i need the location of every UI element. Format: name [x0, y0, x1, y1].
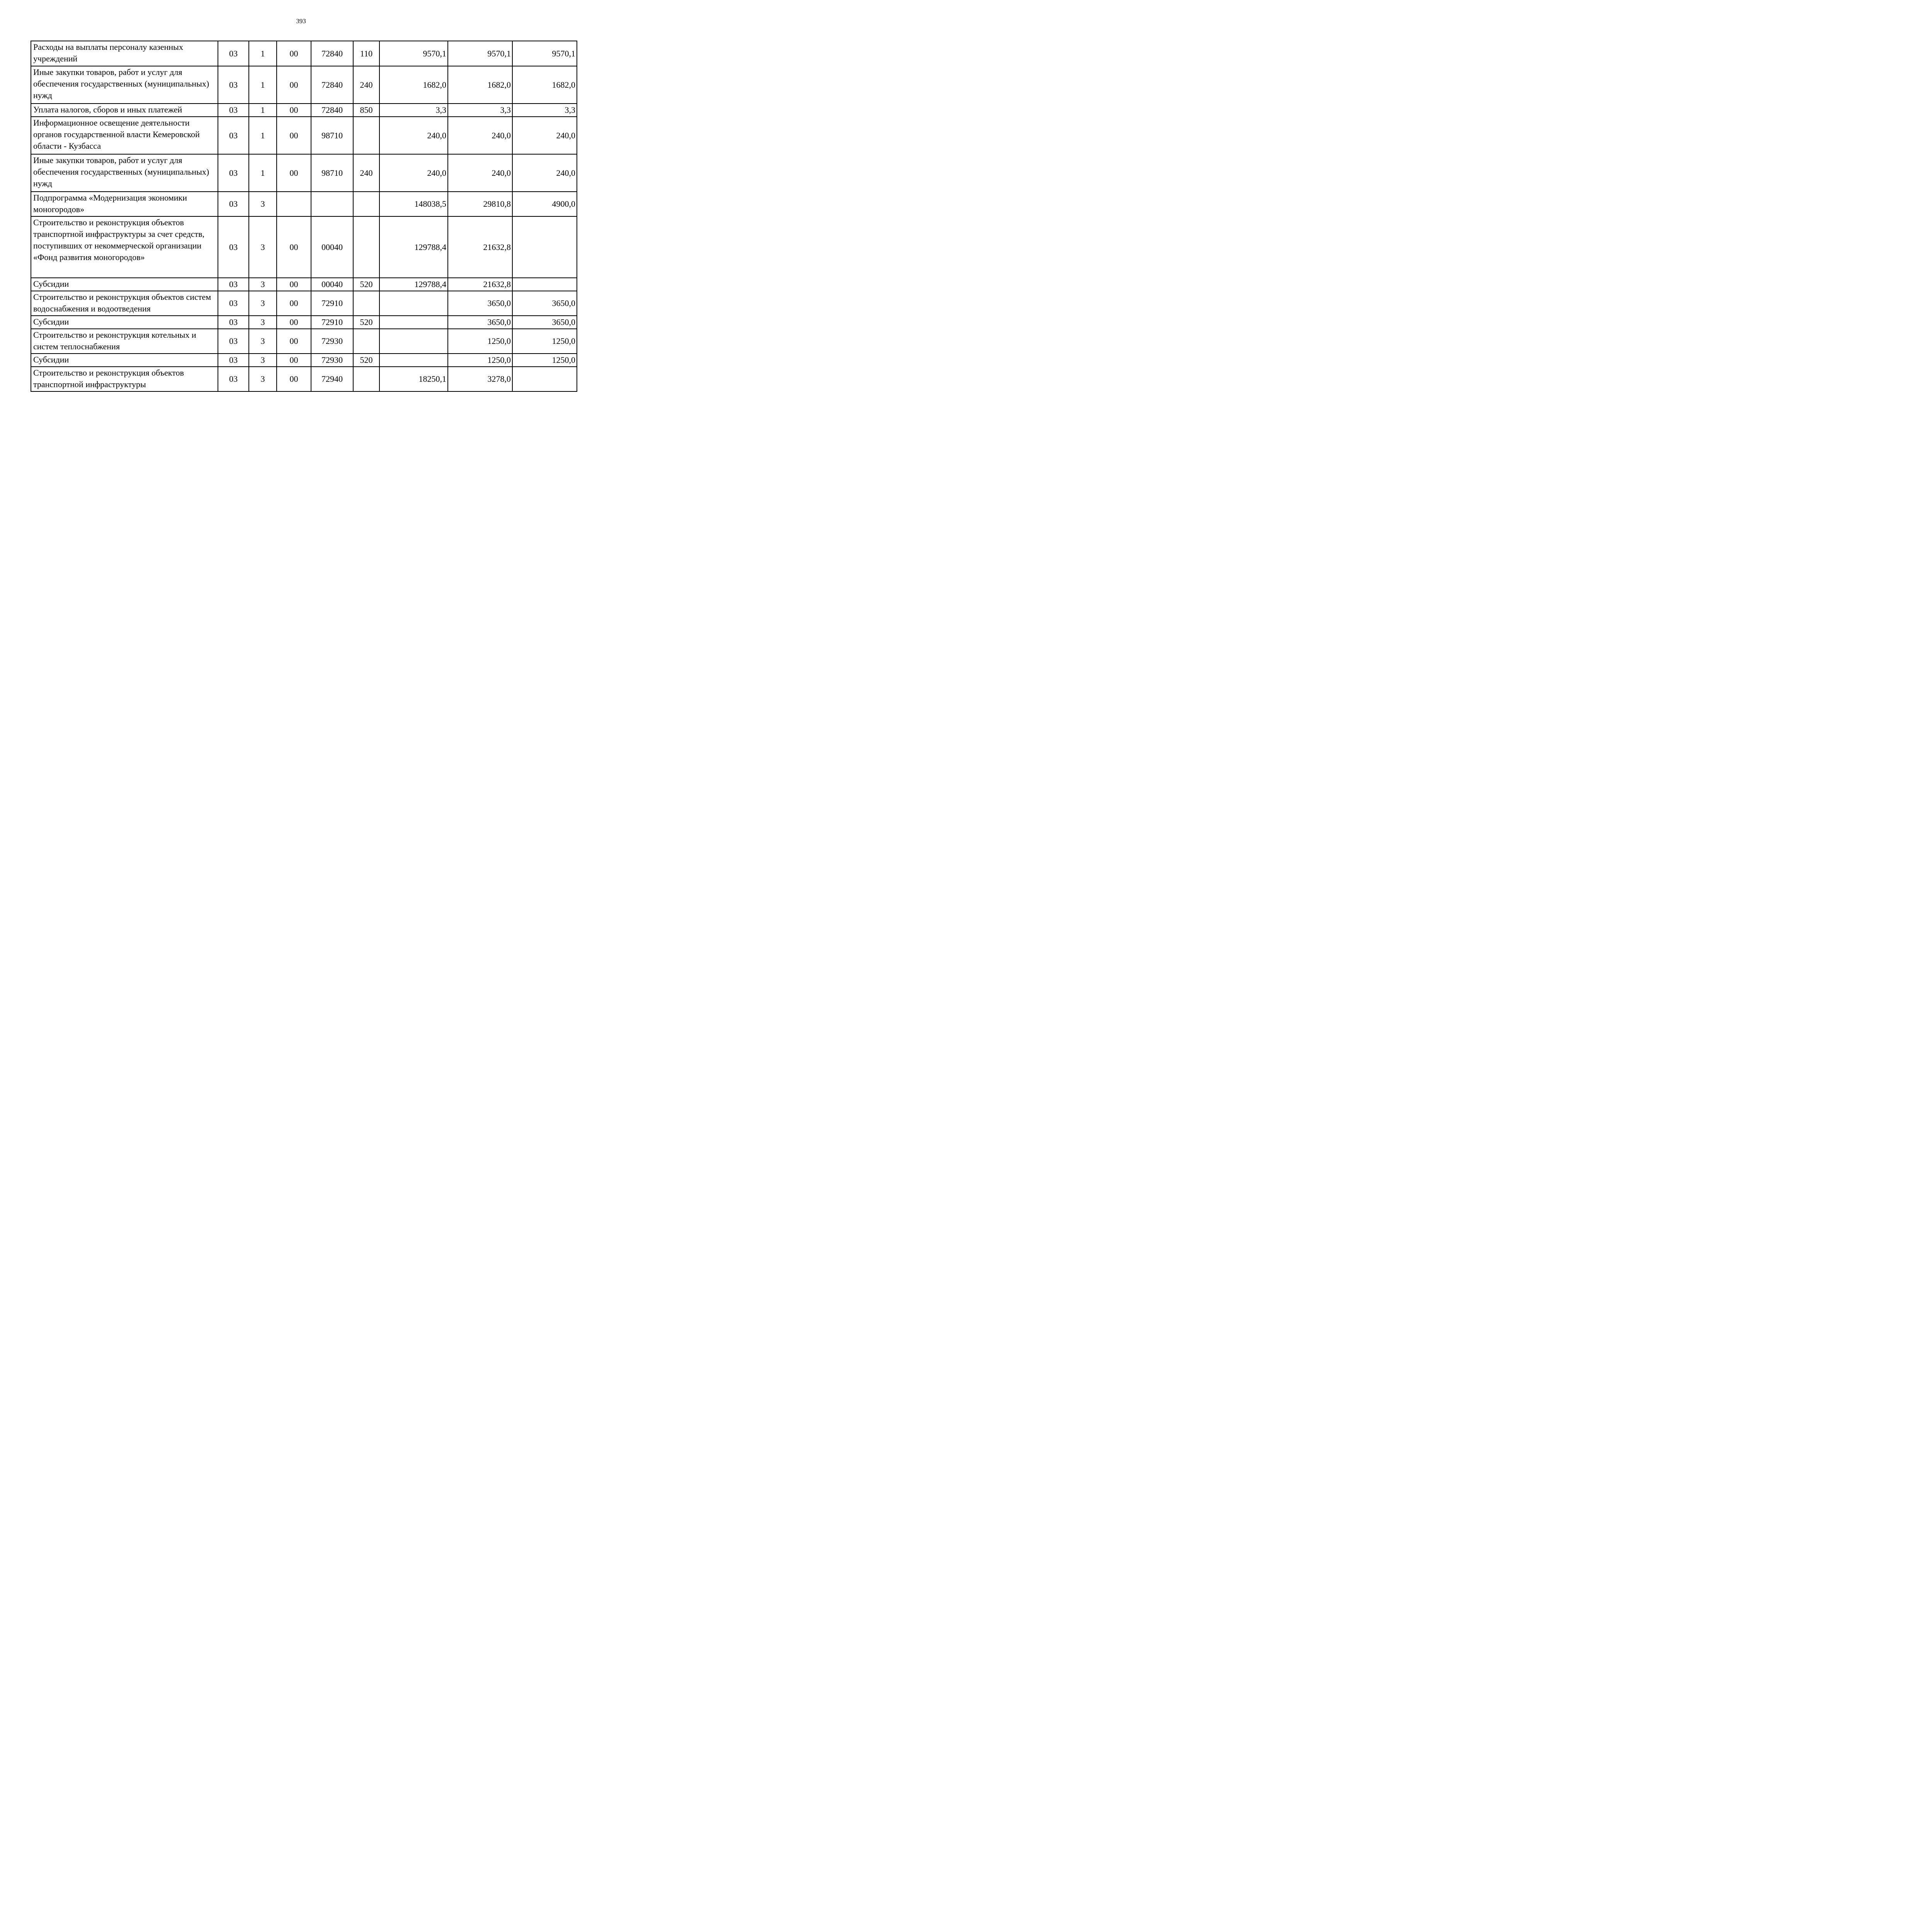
- amount-year-1: [379, 291, 448, 316]
- expense-name: Уплата налогов, сборов и иных платежей: [31, 104, 218, 117]
- subprogram-code: 00: [277, 367, 311, 391]
- amount-year-3: 3650,0: [512, 316, 577, 329]
- expense-type-code: 520: [353, 278, 379, 291]
- table-row: [31, 66, 577, 104]
- amount-year-1: 129788,4: [379, 278, 448, 291]
- amount-year-1: 129788,4: [379, 216, 448, 278]
- amount-year-2: 9570,1: [448, 41, 512, 66]
- subprogram-code: 00: [277, 329, 311, 354]
- table-row: [31, 216, 577, 278]
- table-row: [31, 367, 577, 391]
- section-code: 03: [218, 104, 249, 117]
- direction-code: 98710: [311, 154, 353, 192]
- amount-year-3: 1250,0: [512, 354, 577, 367]
- amount-year-2: 1682,0: [448, 66, 512, 104]
- subprogram-code: 00: [277, 354, 311, 367]
- program-code: 1: [249, 117, 277, 154]
- direction-code: 72840: [311, 104, 353, 117]
- section-code: 03: [218, 66, 249, 104]
- expense-type-code: [353, 216, 379, 278]
- amount-year-1: 1682,0: [379, 66, 448, 104]
- table-row: [31, 354, 577, 367]
- table-row: [31, 329, 577, 354]
- section-code: 03: [218, 117, 249, 154]
- subprogram-code: 00: [277, 66, 311, 104]
- amount-year-2: 3650,0: [448, 291, 512, 316]
- direction-code: 72930: [311, 329, 353, 354]
- amount-year-2: 29810,8: [448, 192, 512, 216]
- amount-year-1: 148038,5: [379, 192, 448, 216]
- amount-year-1: [379, 354, 448, 367]
- expense-type-code: [353, 117, 379, 154]
- subprogram-code: 00: [277, 316, 311, 329]
- program-code: 3: [249, 354, 277, 367]
- expense-type-code: 520: [353, 354, 379, 367]
- table-row: [31, 192, 577, 216]
- program-code: 3: [249, 316, 277, 329]
- section-code: 03: [218, 367, 249, 391]
- direction-code: 72840: [311, 66, 353, 104]
- amount-year-2: 21632,8: [448, 216, 512, 278]
- program-code: 3: [249, 278, 277, 291]
- section-code: 03: [218, 354, 249, 367]
- subprogram-code: 00: [277, 41, 311, 66]
- section-code: 03: [218, 154, 249, 192]
- amount-year-1: 3,3: [379, 104, 448, 117]
- amount-year-2: 3650,0: [448, 316, 512, 329]
- amount-year-3: 240,0: [512, 154, 577, 192]
- expense-name: Строительство и реконструкция объектов транспортной инфраструктуры: [31, 367, 218, 391]
- expense-name: Иные закупки товаров, работ и услуг для обеспечения государственных (муниципальных) нужд: [31, 154, 218, 192]
- amount-year-2: 240,0: [448, 154, 512, 192]
- expense-type-code: 240: [353, 154, 379, 192]
- expense-type-code: 520: [353, 316, 379, 329]
- program-code: 1: [249, 104, 277, 117]
- subprogram-code: 00: [277, 278, 311, 291]
- section-code: 03: [218, 192, 249, 216]
- program-code: 3: [249, 216, 277, 278]
- amount-year-3: [512, 367, 577, 391]
- amount-year-2: 1250,0: [448, 354, 512, 367]
- program-code: 3: [249, 329, 277, 354]
- section-code: 03: [218, 216, 249, 278]
- section-code: 03: [218, 278, 249, 291]
- expense-name: Субсидии: [31, 354, 218, 367]
- amount-year-3: 3,3: [512, 104, 577, 117]
- amount-year-3: [512, 278, 577, 291]
- expense-name: Строительство и реконструкция объектов транспортной инфраструктуры за счет средств, поступивших от некоммерческой организации «Фонд развития моногородов»: [31, 216, 218, 278]
- amount-year-3: 9570,1: [512, 41, 577, 66]
- program-code: 1: [249, 154, 277, 192]
- subprogram-code: 00: [277, 117, 311, 154]
- direction-code: 72840: [311, 41, 353, 66]
- direction-code: 72910: [311, 316, 353, 329]
- amount-year-1: 240,0: [379, 117, 448, 154]
- expense-name: Строительство и реконструкция объектов систем водоснабжения и водоотведения: [31, 291, 218, 316]
- amount-year-3: 240,0: [512, 117, 577, 154]
- direction-code: 72930: [311, 354, 353, 367]
- program-code: 1: [249, 41, 277, 66]
- expense-type-code: [353, 192, 379, 216]
- expense-type-code: 240: [353, 66, 379, 104]
- amount-year-1: 18250,1: [379, 367, 448, 391]
- direction-code: 72940: [311, 367, 353, 391]
- table-row: [31, 117, 577, 154]
- amount-year-1: 240,0: [379, 154, 448, 192]
- amount-year-3: [512, 216, 577, 278]
- amount-year-2: 240,0: [448, 117, 512, 154]
- amount-year-1: 9570,1: [379, 41, 448, 66]
- table-row: [31, 154, 577, 192]
- expense-name: Подпрограмма «Модернизация экономики моногородов»: [31, 192, 218, 216]
- expense-name: Субсидии: [31, 278, 218, 291]
- direction-code: 00040: [311, 216, 353, 278]
- subprogram-code: 00: [277, 216, 311, 278]
- expense-name: Субсидии: [31, 316, 218, 329]
- subprogram-code: 00: [277, 154, 311, 192]
- amount-year-3: 4900,0: [512, 192, 577, 216]
- program-code: 1: [249, 66, 277, 104]
- direction-code: [311, 192, 353, 216]
- expense-type-code: [353, 291, 379, 316]
- expense-name: Расходы на выплаты персоналу казенных учреждений: [31, 41, 218, 66]
- table-row: [31, 41, 577, 66]
- amount-year-2: 21632,8: [448, 278, 512, 291]
- amount-year-3: 1682,0: [512, 66, 577, 104]
- amount-year-2: 3278,0: [448, 367, 512, 391]
- expense-type-code: 110: [353, 41, 379, 66]
- table-row: [31, 316, 577, 329]
- amount-year-2: 3,3: [448, 104, 512, 117]
- program-code: 3: [249, 367, 277, 391]
- expense-name: Информационное освещение деятельности органов государственной власти Кемеровской области - Кузбасса: [31, 117, 218, 154]
- expense-name: Строительство и реконструкция котельных и систем теплоснабжения: [31, 329, 218, 354]
- table-row: [31, 278, 577, 291]
- amount-year-1: [379, 316, 448, 329]
- table-row: [31, 104, 577, 117]
- program-code: 3: [249, 291, 277, 316]
- subprogram-code: [277, 192, 311, 216]
- expense-type-code: [353, 329, 379, 354]
- direction-code: 98710: [311, 117, 353, 154]
- page-number: 393: [296, 17, 306, 25]
- amount-year-3: 1250,0: [512, 329, 577, 354]
- section-code: 03: [218, 329, 249, 354]
- expense-name: Иные закупки товаров, работ и услуг для обеспечения государственных (муниципальных) нужд: [31, 66, 218, 104]
- amount-year-3: 3650,0: [512, 291, 577, 316]
- section-code: 03: [218, 316, 249, 329]
- section-code: 03: [218, 291, 249, 316]
- direction-code: 00040: [311, 278, 353, 291]
- section-code: 03: [218, 41, 249, 66]
- subprogram-code: 00: [277, 104, 311, 117]
- table-row: [31, 291, 577, 316]
- amount-year-2: 1250,0: [448, 329, 512, 354]
- budget-table: [31, 41, 577, 392]
- expense-type-code: [353, 367, 379, 391]
- expense-type-code: 850: [353, 104, 379, 117]
- subprogram-code: 00: [277, 291, 311, 316]
- amount-year-1: [379, 329, 448, 354]
- direction-code: 72910: [311, 291, 353, 316]
- program-code: 3: [249, 192, 277, 216]
